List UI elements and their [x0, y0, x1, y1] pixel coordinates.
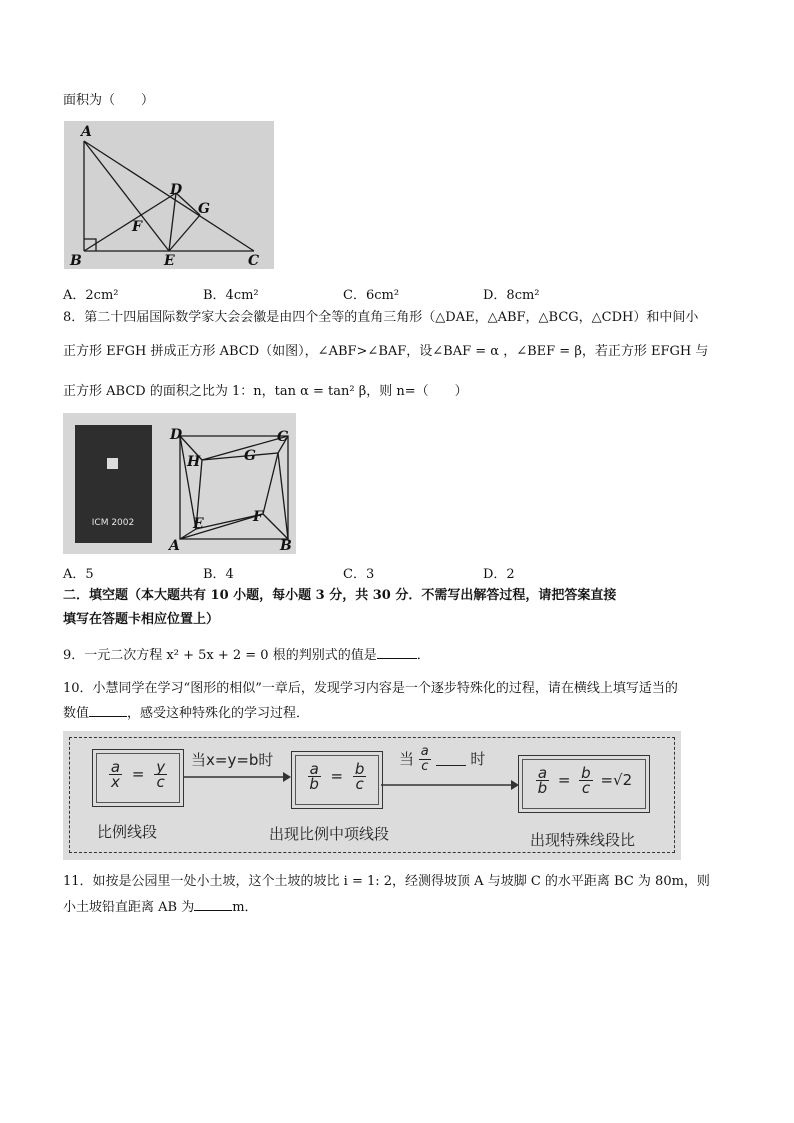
- q10-line-2-before: 数值: [63, 706, 90, 721]
- q8-option-d: D．2: [483, 567, 515, 582]
- section-2-heading-line-2: 填写在答题卡相应位置上）: [63, 612, 220, 627]
- box1-rhs-den: c: [156, 773, 165, 791]
- q7-figure: [64, 121, 274, 269]
- q8-emblem-square: [107, 458, 118, 469]
- box3-rhs-num: b: [581, 764, 591, 782]
- box2-rhs-den: c: [355, 775, 364, 793]
- q9-question: [63, 646, 430, 665]
- q10-box-2-caption: 出现比例中项线段: [269, 825, 390, 843]
- box1-rhs-num: y: [156, 758, 166, 776]
- q8-label-a: A: [169, 538, 180, 554]
- q8-line-3: 正方形 ABCD 的面积之比为 1：n，tan α = tan² β，则 n=（ ）: [63, 384, 468, 399]
- q10-box-2: $\frac{a}{b}$ = $\frac{b}{c}$: [291, 751, 383, 809]
- q10-box-1: $\frac{a}{x}$ = $\frac{y}{c}$: [92, 749, 184, 807]
- q8-label-c: C: [277, 429, 289, 445]
- q8-label-h: H: [187, 454, 201, 470]
- q9-text: 9．一元二次方程 x² + 5x + 2 = 0 根的判别式的值是: [63, 648, 377, 663]
- q10-line-2-after: ，感受这种特殊化的学习过程．: [127, 706, 310, 721]
- q7-label-d: D: [170, 182, 183, 198]
- arrow2-den: c: [421, 759, 429, 774]
- box3-rhs-den: c: [581, 779, 591, 797]
- q8-label-b: B: [280, 538, 292, 554]
- q8-label-d: D: [170, 427, 183, 443]
- q8-label-e: E: [193, 516, 204, 532]
- q10-answer-blank[interactable]: [89, 704, 127, 717]
- q7-label-b: B: [70, 253, 82, 269]
- q8-emblem-text: ICM 2002: [91, 518, 135, 528]
- box3-tail: =√2: [600, 771, 633, 789]
- arrow2-prefix: 当: [399, 750, 415, 768]
- q11-line-2-before: 小土坡铅直距离 AB 为: [63, 900, 195, 915]
- arrow2-blank: [436, 753, 466, 766]
- arrow2-suffix: 时: [470, 750, 486, 768]
- q10-box-3-caption: 出现特殊线段比: [530, 831, 636, 849]
- box1-lhs-den: x: [111, 773, 120, 791]
- q10-flow-diagram: [63, 731, 681, 860]
- q7-option-b: B．4cm²: [203, 288, 259, 303]
- q10-box-3: $\frac{a}{b}$ = $\frac{b}{c}$ =√2: [518, 755, 650, 813]
- section-2-heading-line-1: 二．填空题（本大题共有 10 小题，每小题 3 分，共 30 分．不需写出解答过程，请把答案直接: [63, 588, 617, 603]
- q7-label-a: A: [81, 124, 92, 140]
- q10-line-1: 10．小慧同学在学习“图形的相似”一章后，发现学习内容是一个逐步特殊化的过程，请在横线上填写适当的: [63, 681, 678, 696]
- q7-label-e: E: [164, 253, 175, 269]
- q7-label-g: G: [198, 201, 210, 217]
- q8-option-b: B．4: [203, 567, 234, 582]
- box3-lhs-den: b: [537, 779, 548, 797]
- q8-label-g: G: [244, 448, 256, 464]
- q10-line-2: [63, 704, 309, 723]
- box2-lhs-num: a: [309, 760, 319, 778]
- arrow2-num: a: [420, 744, 429, 759]
- q10-box-1-caption: 比例线段: [97, 823, 158, 841]
- box3-lhs-num: a: [537, 764, 548, 782]
- q10-arrow-1: [183, 771, 291, 783]
- q8-figure: [63, 413, 296, 554]
- q8-line-1: 8．第二十四届国际数学家大会会徽是由四个全等的直角三角形（△DAE，△ABF，△BCG，△CDH）和中间小: [63, 310, 699, 325]
- q7-option-a: A．2cm²: [63, 288, 119, 303]
- q8-line-2: 正方形 EFGH 拼成正方形 ABCD（如图），∠ABF>∠BAF，设∠BAF = α ，∠BEF = β，若正方形 EFGH 与: [63, 344, 709, 359]
- box2-lhs-den: b: [309, 775, 319, 793]
- q10-arrow-2-label: [399, 745, 485, 774]
- q8-option-c: C．3: [343, 567, 375, 582]
- q10-arrow-1-label: 当x=y=b时: [191, 751, 274, 769]
- q9-answer-blank[interactable]: [377, 646, 417, 659]
- q7-stem-tail: 面积为（ ）: [63, 93, 155, 108]
- box2-rhs-num: b: [354, 760, 365, 778]
- q7-option-d: D．8cm²: [483, 288, 540, 303]
- q7-label-f: F: [132, 219, 142, 235]
- q7-option-c: C．6cm²: [343, 288, 400, 303]
- q8-label-f: F: [253, 509, 263, 525]
- q11-line-2: [63, 898, 258, 917]
- q7-label-c: C: [248, 253, 260, 269]
- q10-arrow-2: [381, 779, 519, 791]
- box1-lhs-num: a: [110, 758, 121, 776]
- q11-line-1: 11．如按是公园里一处小土坡，这个土坡的坡比 i = 1: 2，经测得坡顶 A 与坡脚 C 的水平距离 BC 为 80m，则: [63, 874, 710, 889]
- q9-text-end: ．: [416, 648, 430, 663]
- q8-option-a: A．5: [63, 567, 94, 582]
- q11-answer-blank[interactable]: [194, 898, 232, 911]
- q11-line-2-after: m．: [232, 900, 258, 915]
